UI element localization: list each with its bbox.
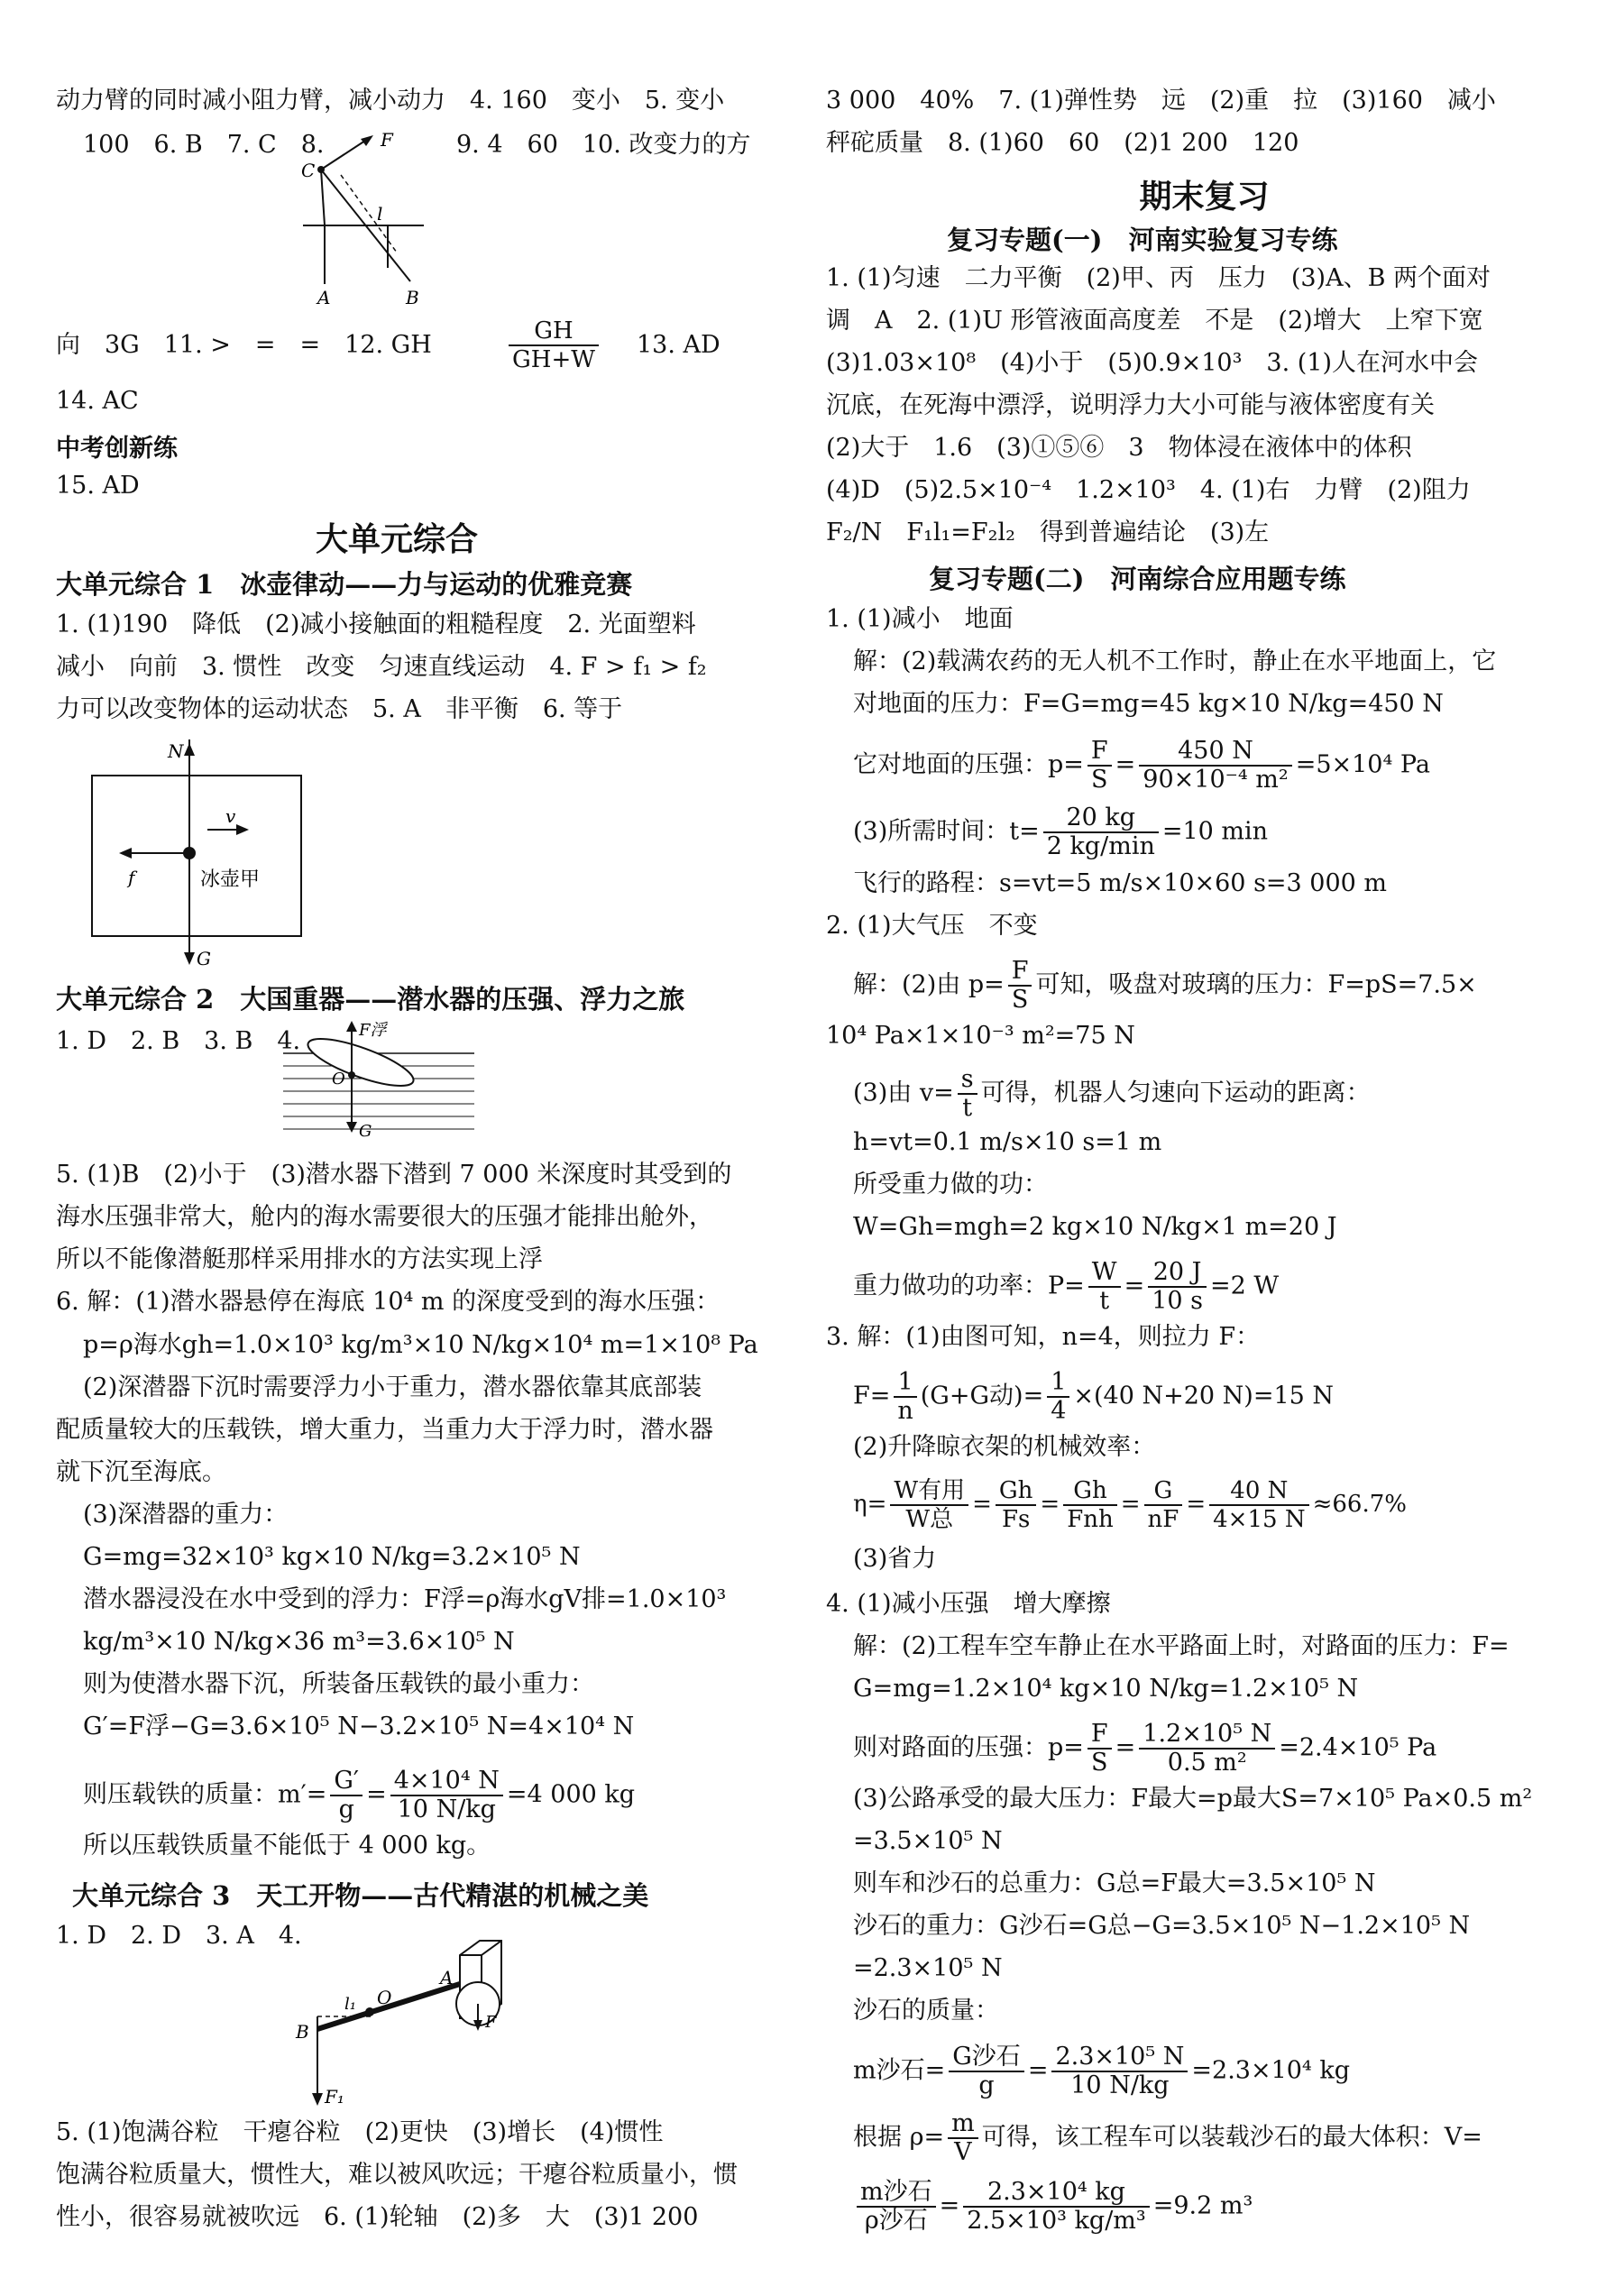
formula-line: m沙石= $\frac{\text{G沙石}}{g}$ = $\frac{\text{2.3×10⁵ N}}{10 N/kg}$ =2.3×10⁴ kg bbox=[853, 2043, 1350, 2099]
text-line: 向 3G 11. > = = 12. GH bbox=[56, 331, 432, 359]
formula-line: $\frac{\text{m沙石}}{\text{ρ沙石}}$ = $\frac{\text{2.3×10⁴ kg}}{\text{2.5×10³ kg/m³}}$ =9.2 m³ bbox=[853, 2179, 1253, 2235]
text-line: 则车和沙石的总重力：G总=F最大=3.5×10⁵ N bbox=[853, 1869, 1376, 1897]
label-F: F bbox=[485, 2013, 497, 2032]
text-line: 15. AD bbox=[56, 472, 140, 500]
text-line: 则为使潜水器下沉，所装备压载铁的最小重力： bbox=[83, 1670, 594, 1698]
subsection-title: 大单元综合 3 天工开物——古代精湛的机械之美 bbox=[72, 1880, 649, 1911]
text-line: (2)深潜器下沉时需要浮力小于重力，潜水器依靠其底部装 bbox=[83, 1373, 702, 1401]
formula-line: 则对路面的压强：p= $\frac{F}{S}$ = $\frac{\text{1.2×10⁵ N}}{\text{0.5 m²}}$ =2.4×10⁵ Pa bbox=[853, 1720, 1437, 1777]
section-title: 期末复习 bbox=[1139, 178, 1270, 216]
subsection-title: 大单元综合 1 冰壶律动——力与运动的优雅竞赛 bbox=[56, 569, 633, 600]
text-line: 5. (1)饱满谷粒 干瘪谷粒 (2)更快 (3)增长 (4)惯性 bbox=[56, 2118, 664, 2146]
text-line: 1. (1)190 降低 (2)减小接触面的粗糙程度 2. 光面塑料 bbox=[56, 611, 696, 638]
text-line: (2)大于 1.6 (3)①⑤⑥ 3 物体浸在液体中的体积 bbox=[826, 434, 1412, 462]
text-line: 潜水器浸没在水中受到的浮力：F浮=ρ海水gV排=1.0×10³ bbox=[83, 1585, 727, 1613]
label-l1: l₁ bbox=[344, 1995, 356, 2014]
text-line: (3)省力 bbox=[853, 1545, 937, 1573]
formula-line: (3)由 v= $\frac{s}{t}$ 可得，机器人匀速向下运动的距离： bbox=[853, 1065, 1371, 1122]
text-line: 14. AC bbox=[56, 387, 139, 415]
label-N: N bbox=[168, 740, 184, 762]
text-line: (3)公路承受的最大压力：F最大=p最大S=7×10⁵ Pa×0.5 m² bbox=[853, 1785, 1533, 1813]
curling-force-figure bbox=[81, 739, 316, 978]
label-A: A bbox=[440, 1967, 454, 1988]
text-line: 5. (1)B (2)小于 (3)潜水器下潜到 7 000 米深度时其受到的 bbox=[56, 1161, 732, 1189]
subsection-title: 大单元综合 2 大国重器——潜水器的压强、浮力之旅 bbox=[56, 984, 685, 1015]
label-B: B bbox=[406, 287, 419, 308]
label-G: G bbox=[359, 1122, 372, 1141]
text-line: 3. 解：(1)由图可知，n=4，则拉力 F： bbox=[826, 1323, 1261, 1351]
text-line: 所受重力做的功： bbox=[853, 1171, 1048, 1199]
text-line: 性小，很容易就被吹远 6. (1)轮轴 (2)多 大 (3)1 200 bbox=[56, 2203, 699, 2231]
text-line: 1. D 2. B 3. B 4. bbox=[56, 1027, 301, 1055]
label-F1: F₁ bbox=[325, 2086, 344, 2108]
label-v: v bbox=[225, 805, 236, 827]
text-line: 沙石的重力：G沙石=G总−G=3.5×10⁵ N−1.2×10⁵ N bbox=[853, 1912, 1471, 1940]
subsection-title: 复习专题(一) 河南实验复习专练 bbox=[947, 225, 1338, 255]
text-line: p=ρ海水gh=1.0×10³ kg/m³×10 N/kg×10⁴ m=1×10⁸ Pa bbox=[83, 1331, 758, 1359]
text-line: 所以不能像潜艇那样采用排水的方法实现上浮 bbox=[56, 1245, 543, 1273]
text-line: 10⁴ Pa×1×10⁻³ m²=75 N bbox=[826, 1022, 1135, 1050]
text-line: 解：(2)载满农药的无人机不工作时，静止在水平地面上，它 bbox=[853, 647, 1497, 675]
text-line: 对地面的压力：F=G=mg=45 kg×10 N/kg=450 N bbox=[853, 690, 1444, 718]
text-line: 沉底，在死海中漂浮，说明浮力大小可能与液体密度有关 bbox=[826, 391, 1435, 419]
text-line: 9. 4 60 10. 改变力的方 bbox=[456, 131, 751, 159]
label-Ffu: F浮 bbox=[359, 1021, 387, 1040]
text-line: F₂/N F₁l₁=F₂l₂ 得到普遍结论 (3)左 bbox=[826, 519, 1270, 546]
formula-line: η= $\frac{\text{W有用}}{\text{W总}}$ = $\frac{Gh}{Fs}$ = $\frac{Gh}{\text{Fnh}}$ = $\frac{G}{nF}$ = $\frac{40 N}{4\times 15 N}$ ≈66.7% bbox=[853, 1477, 1407, 1533]
formula-line: 它对地面的压强：p= $\frac{F}{S}$ = $\frac{450 N}{\text{90×10⁻⁴ m²}}$ =5×10⁴ Pa bbox=[853, 737, 1430, 794]
text-line: 13. AD bbox=[637, 331, 720, 359]
formula-line: 根据 ρ= $\frac{m}{V}$ 可得，该工程车可以装载沙石的最大体积：V= bbox=[853, 2109, 1482, 2166]
text-line: 3 000 40% 7. (1)弹性势 远 (2)重 拉 (3)160 减小 bbox=[826, 87, 1496, 115]
pulley-lever-figure bbox=[289, 1930, 514, 2114]
text-line: =3.5×10⁵ N bbox=[853, 1827, 1003, 1855]
formula-line: (3)所需时间：t= $\frac{20 kg}{2 kg/\min}$ =10 min bbox=[853, 804, 1269, 860]
text-line: 就下沉至海底。 bbox=[56, 1458, 226, 1486]
text-line: kg/m³×10 N/kg×36 m³=3.6×10⁵ N bbox=[83, 1628, 515, 1656]
formula-line: 则压载铁的质量：m′= $\frac{G'}{g}$ = $\frac{\text{4×10⁴ N}}{10 N/kg}$ =4 000 kg bbox=[83, 1767, 636, 1823]
text-line: 减小 向前 3. 惯性 改变 匀速直线运动 4. F > f₁ > f₂ bbox=[56, 653, 707, 681]
label-C: C bbox=[301, 160, 316, 181]
subsection-title: 复习专题(二) 河南综合应用题专练 bbox=[929, 564, 1346, 594]
text-line: 饱满谷粒质量大，惯性大，难以被风吹远；干瘪谷粒质量小，惯 bbox=[56, 2161, 738, 2189]
text-line: (3)1.03×10⁸ (4)小于 (5)0.9×10³ 3. (1)人在河水中会 bbox=[826, 349, 1478, 377]
text-line: 力可以改变物体的运动状态 5. A 非平衡 6. 等于 bbox=[56, 695, 623, 723]
text-line: 所以压载铁质量不能低于 4 000 kg。 bbox=[83, 1832, 491, 1860]
formula-line: 重力做功的功率：P= $\frac{W}{t}$ = $\frac{20 J}{10 s}$ =2 W bbox=[853, 1258, 1280, 1315]
text-line: 4. (1)减小压强 增大摩擦 bbox=[826, 1590, 1111, 1618]
text-line: G=mg=1.2×10⁴ kg×10 N/kg=1.2×10⁵ N bbox=[853, 1675, 1359, 1703]
text-line: W=Gh=mgh=2 kg×10 N/kg×1 m=20 J bbox=[853, 1213, 1337, 1241]
text-line: 动力臂的同时减小阻力臂，减小动力 4. 160 变小 5. 变小 bbox=[56, 87, 725, 115]
text-line: 秤砣质量 8. (1)60 60 (2)1 200 120 bbox=[826, 129, 1299, 157]
label-B: B bbox=[296, 2021, 309, 2043]
label-O: O bbox=[332, 1070, 345, 1088]
text-line: 海水压强非常大，舱内的海水需要很大的压强才能排出舱外， bbox=[56, 1203, 713, 1231]
formula-line: 解：(2)由 p= $\frac{F}{S}$ 可知，吸盘对玻璃的压力：F=pS=7.5× bbox=[853, 957, 1477, 1014]
text-line: G=mg=32×10³ kg×10 N/kg=3.2×10⁵ N bbox=[83, 1543, 581, 1571]
label-G: G bbox=[197, 948, 211, 969]
text-line: 1. D 2. D 3. A 4. bbox=[56, 1922, 302, 1950]
text-line: 沙石的质量： bbox=[853, 1997, 999, 2025]
text-line: (2)升降晾衣架的机械效率： bbox=[853, 1433, 1156, 1461]
formula-line: F= $\frac{1}{n}$ (G+G动)= $\frac{1}{4}$ ×(40 N+20 N)=15 N bbox=[853, 1368, 1335, 1425]
label-F: F bbox=[381, 129, 393, 151]
text-line: 2. (1)大气压 不变 bbox=[826, 912, 1038, 940]
text-line: h=vt=0.1 m/s×10 s=1 m bbox=[853, 1128, 1162, 1156]
text-line: 配质量较大的压载铁，增大重力，当重力大于浮力时，潜水器 bbox=[56, 1416, 713, 1444]
text-line: 100 6. B 7. C 8. bbox=[83, 131, 325, 159]
label-curling: 冰壶甲 bbox=[200, 868, 261, 891]
submersible-figure bbox=[280, 1019, 478, 1149]
section-title: 大单元综合 bbox=[315, 520, 478, 558]
text-line: 解：(2)工程车空车静止在水平路面上时，对路面的压力：F= bbox=[853, 1632, 1510, 1660]
text-line: 调 A 2. (1)U 形管液面高度差 不是 (2)增大 上窄下宽 bbox=[826, 307, 1483, 335]
label-f: f bbox=[128, 867, 135, 888]
label-O: O bbox=[377, 1987, 392, 2008]
text-line: (3)深潜器的重力： bbox=[83, 1501, 289, 1529]
label-l: l bbox=[377, 203, 383, 225]
section-label: 中考创新练 bbox=[56, 435, 178, 463]
fraction-gh: $\frac{GH}{GH+W}$ bbox=[505, 317, 602, 373]
lever-figure bbox=[298, 119, 442, 312]
text-line: 飞行的路程：s=vt=5 m/s×10×60 s=3 000 m bbox=[853, 869, 1388, 897]
label-A: A bbox=[317, 287, 331, 308]
text-line: 1. (1)减小 地面 bbox=[826, 605, 1014, 633]
text-line: G′=F浮−G=3.6×10⁵ N−3.2×10⁵ N=4×10⁴ N bbox=[83, 1713, 635, 1740]
text-line: 1. (1)匀速 二力平衡 (2)甲、丙 压力 (3)A、B 两个面对 bbox=[826, 264, 1491, 292]
text-line: 6. 解：(1)潜水器悬停在海底 10⁴ m 的深度受到的海水压强： bbox=[56, 1288, 720, 1316]
text-line: (4)D (5)2.5×10⁻⁴ 1.2×10³ 4. (1)右 力臂 (2)阻力 bbox=[826, 476, 1471, 504]
text-line: =2.3×10⁵ N bbox=[853, 1954, 1003, 1982]
